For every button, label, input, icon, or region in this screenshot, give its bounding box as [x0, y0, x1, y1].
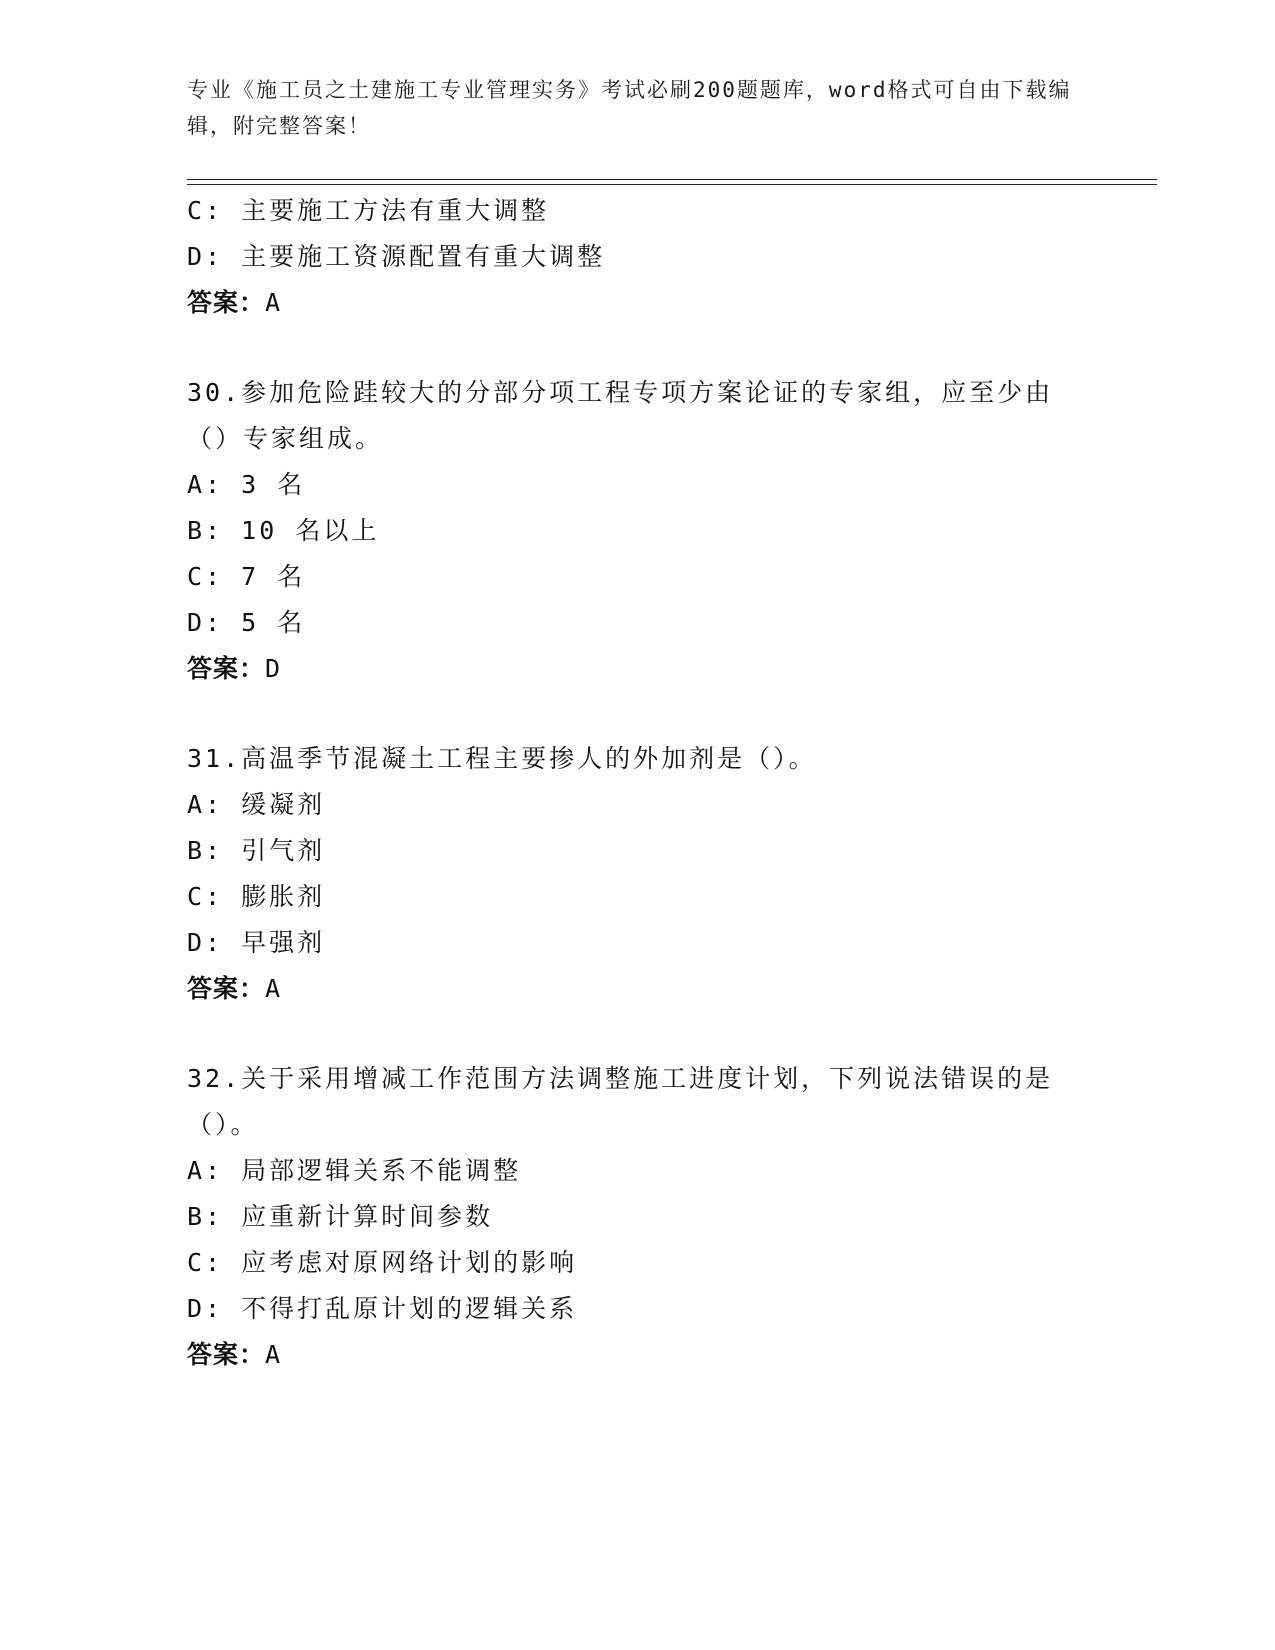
option-letter: A: — [187, 470, 224, 499]
answer-value: A — [265, 1340, 282, 1369]
option-c — [187, 874, 1127, 920]
answer-label: 答案： — [187, 288, 266, 317]
answer-value: D — [265, 654, 282, 683]
option-letter: D: — [187, 242, 224, 271]
option-text: 应考虑对原网络计划的影响 — [241, 1248, 578, 1277]
option-letter: B: — [187, 1202, 224, 1231]
question-30 — [187, 370, 1127, 692]
option-text: 应重新计算时间参数 — [241, 1202, 494, 1231]
option-text: 10 名以上 — [241, 516, 380, 545]
option-letter: A: — [187, 790, 224, 819]
option-text: 不得打乱原计划的逻辑关系 — [241, 1294, 578, 1323]
question-content — [187, 188, 1127, 1378]
question-stem-line-2: （）。 — [187, 1110, 259, 1139]
option-text: 膨胀剂 — [241, 882, 326, 911]
option-text: 3 名 — [241, 470, 306, 499]
option-d — [187, 920, 1127, 966]
option-letter: C: — [187, 562, 224, 591]
option-text: 缓凝剂 — [241, 790, 326, 819]
option-a — [187, 782, 1127, 828]
option-letter: D: — [187, 608, 224, 637]
answer-label: 答案： — [187, 1340, 266, 1369]
option-c — [187, 188, 1127, 234]
option-letter: B: — [187, 516, 224, 545]
answer-label: 答案： — [187, 974, 266, 1003]
page-header — [187, 72, 1087, 144]
option-a — [187, 462, 1127, 508]
answer-line — [187, 280, 1127, 326]
option-text: 早强剂 — [241, 928, 326, 957]
answer-value: A — [265, 974, 282, 1003]
option-d — [187, 234, 1127, 280]
answer-label: 答案： — [187, 654, 266, 683]
option-letter: D: — [187, 928, 224, 957]
option-letter: D: — [187, 1294, 224, 1323]
option-d — [187, 600, 1127, 646]
question-stem-line-1: 30.参加危险跬较大的分部分项工程专项方案论证的专家组，应至少由 — [187, 378, 1054, 407]
option-text: 局部逻辑关系不能调整 — [241, 1156, 522, 1185]
answer-line — [187, 1332, 1127, 1378]
option-text: 主要施工资源配置有重大调整 — [241, 242, 606, 271]
option-text: 引气剂 — [241, 836, 326, 865]
question-stem-line-1: 32.关于采用增减工作范围方法调整施工进度计划，下列说法错误的是 — [187, 1064, 1054, 1093]
question-stem-line-1: 31.高温季节混凝土工程主要掺人的外加剂是（）。 — [187, 744, 817, 773]
option-text: 主要施工方法有重大调整 — [241, 196, 550, 225]
option-letter: C: — [187, 882, 224, 911]
option-b — [187, 1194, 1127, 1240]
option-b — [187, 508, 1127, 554]
answer-value: A — [265, 288, 282, 317]
question-32 — [187, 1056, 1127, 1378]
answer-line — [187, 966, 1127, 1012]
option-text: 5 名 — [241, 608, 306, 637]
header-text: 专业《施工员之土建施工专业管理实务》考试必刷200题题库，word格式可自由下载编辑，附完整答案！ — [187, 78, 1072, 138]
option-letter: C: — [187, 1248, 224, 1277]
question-31 — [187, 736, 1127, 1012]
option-letter: C: — [187, 196, 224, 225]
question-stem-line-2: （）专家组成。 — [187, 424, 384, 453]
partial-question — [187, 188, 1127, 326]
header-rule-top — [187, 179, 1157, 180]
header-rule-bottom — [187, 184, 1157, 185]
answer-line — [187, 646, 1127, 692]
option-a — [187, 1148, 1127, 1194]
option-text: 7 名 — [241, 562, 306, 591]
option-letter: A: — [187, 1156, 224, 1185]
option-b — [187, 828, 1127, 874]
option-c — [187, 1240, 1127, 1286]
option-d — [187, 1286, 1127, 1332]
option-letter: B: — [187, 836, 224, 865]
option-c — [187, 554, 1127, 600]
